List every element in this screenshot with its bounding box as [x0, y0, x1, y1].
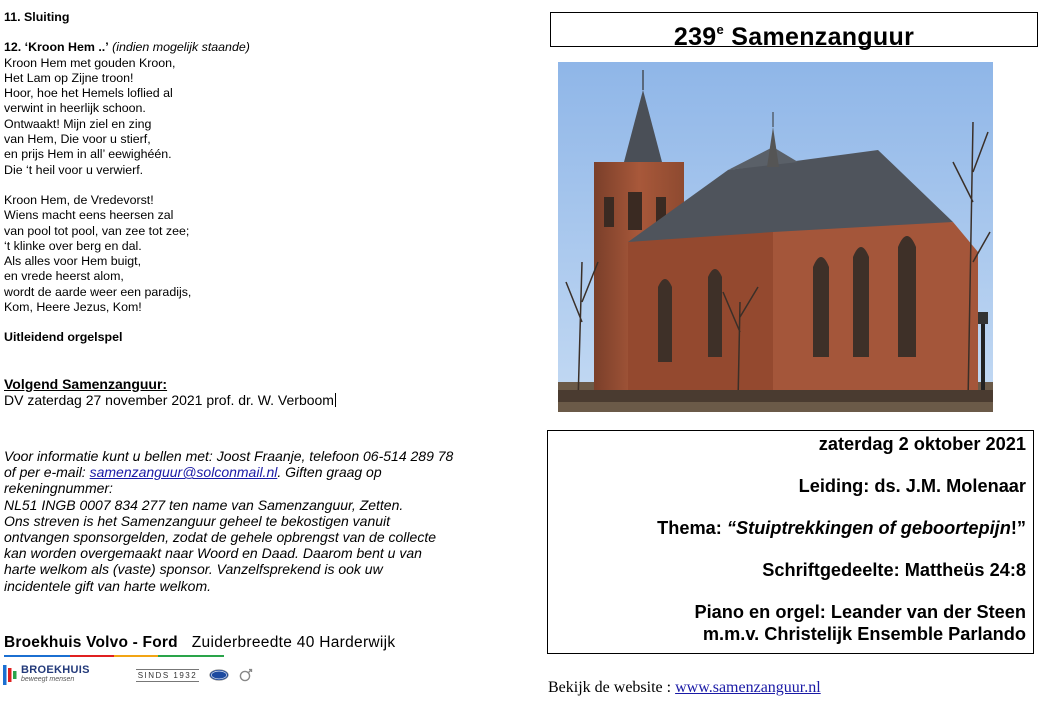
item-kroon-hem	[4, 40, 524, 55]
next-heading: Volgend Samenzanguur:	[4, 375, 168, 392]
theme-label: Thema:	[657, 518, 727, 538]
broekhuis-logo	[2, 664, 90, 686]
verse-line: Kroon Hem met gouden Kroon,	[4, 55, 176, 70]
event-scripture: Schriftgedeelte: Mattheüs 24:8	[762, 560, 1026, 580]
verse-line: ‘t klinke over berg en dal.	[4, 238, 142, 253]
verse-line: wordt de aarde weer een paradijs,	[4, 284, 192, 299]
info-line: incidentele gift van harte welkom.	[4, 577, 211, 594]
info-line: Voor informatie kunt u bellen met: Joost Fraanje, telefoon 06-514 289 78	[4, 448, 454, 464]
event-music: Piano en orgel: Leander van der Steen	[694, 602, 1026, 622]
since-badge: SINDS 1932	[137, 670, 198, 680]
closing-organ: Uitleidend orgelspel	[4, 330, 123, 345]
sponsor-logos	[2, 661, 253, 689]
verse-line: van pool tot pool, van zee tot zee;	[4, 223, 190, 238]
website-prefix: Bekijk de website :	[548, 679, 676, 696]
verse-line: van Hem, Die voor u stierf,	[4, 132, 151, 147]
info-line: Ons streven is het Samenzanguur geheel te bekostigen vanuit	[4, 512, 391, 529]
verse-line: verwint in heerlijk schoon.	[4, 101, 146, 116]
item-kroon-hem-title: 12. ‘Kroon Hem ..’	[4, 40, 109, 55]
info-line: kan worden overgemaakt naar Woord en Daad. Daarom bent u van	[4, 545, 422, 562]
email-link[interactable]: samenzanguur@solconmail.nl	[89, 464, 278, 481]
verse-line: Kroon Hem, de Vredevorst!	[4, 192, 154, 207]
program-section	[4, 10, 524, 408]
info-line: NL51 INGB 0007 834 277 ten name van Samenzanguur, Zetten.	[4, 496, 404, 513]
broekhuis-logo-name: BROEKHUIS	[21, 664, 90, 676]
event-ensemble: m.m.v. Christelijk Ensemble Parlando	[702, 624, 1026, 644]
verse-line: Hoor, hoe het Hemels loflied al	[4, 86, 173, 101]
email-prefix: of per e-mail:	[4, 464, 90, 481]
volvo-logo-icon	[239, 668, 253, 682]
ford-logo-icon	[209, 669, 229, 681]
sponsor-color-bar	[4, 655, 224, 657]
next-event-text: DV zaterdag 27 november 2021 prof. dr. W. Verboom	[4, 391, 334, 408]
verse-line: Wiens macht eens heersen zal	[4, 208, 174, 223]
edition-suffix: e	[716, 22, 725, 37]
item-kroon-hem-note: (indien mogelijk staande)	[112, 40, 250, 55]
info-line: harte welkom als (vaste) sponsor. Vanzelfsprekend is ook uw	[4, 561, 383, 578]
verse-line: Kom, Heere Jezus, Kom!	[4, 300, 142, 315]
page-title	[550, 12, 1038, 51]
theme-end: !”	[1010, 518, 1026, 538]
broekhuis-mark-icon	[2, 664, 18, 686]
verse-line: Het Lam op Zijne troon!	[4, 70, 134, 85]
theme-title: “Stuiptrekkingen of geboortepijn	[726, 518, 1011, 538]
next-event-line	[4, 392, 524, 408]
broekhuis-logo-tagline: beweegt mensen	[21, 676, 75, 683]
info-paragraph	[4, 448, 484, 594]
website-line	[548, 679, 821, 697]
event-date: zaterdag 2 oktober 2021	[818, 434, 1026, 454]
sponsor-brand: Broekhuis Volvo - Ford	[4, 634, 178, 651]
event-leader: Leiding: ds. J.M. Molenaar	[798, 476, 1026, 496]
verse-line: en vrede heerst alom,	[4, 269, 124, 284]
event-theme	[548, 517, 1026, 539]
info-line-email	[4, 464, 484, 480]
text-cursor	[335, 393, 336, 407]
info-line: ontvangen sponsorgelden, zodat de gehele opbrengst van de collecte	[4, 529, 436, 546]
email-suffix: . Giften graag op	[277, 464, 382, 481]
church-photo	[558, 62, 993, 412]
info-line: rekeningnummer:	[4, 480, 113, 497]
website-link[interactable]: www.samenzanguur.nl	[675, 679, 821, 696]
sponsor-address: Zuiderbreedte 40 Harderwijk	[191, 634, 396, 651]
verse-line: Als alles voor Hem buigt,	[4, 254, 142, 269]
event-name: Samenzanguur	[731, 23, 915, 51]
event-details	[547, 430, 1034, 654]
verse-line: Die ‘t heil voor u verwierf.	[4, 162, 144, 177]
verse-line: en prijs Hem in all’ eewighéén.	[4, 147, 172, 162]
edition-number: 239	[673, 23, 717, 51]
sponsor-line	[4, 634, 395, 652]
hymn-verse-1	[4, 56, 524, 178]
item-sluiting: 11. Sluiting	[4, 10, 70, 24]
hymn-verse-2	[4, 193, 524, 315]
verse-line: Ontwaakt! Mijn ziel en zing	[4, 116, 152, 131]
